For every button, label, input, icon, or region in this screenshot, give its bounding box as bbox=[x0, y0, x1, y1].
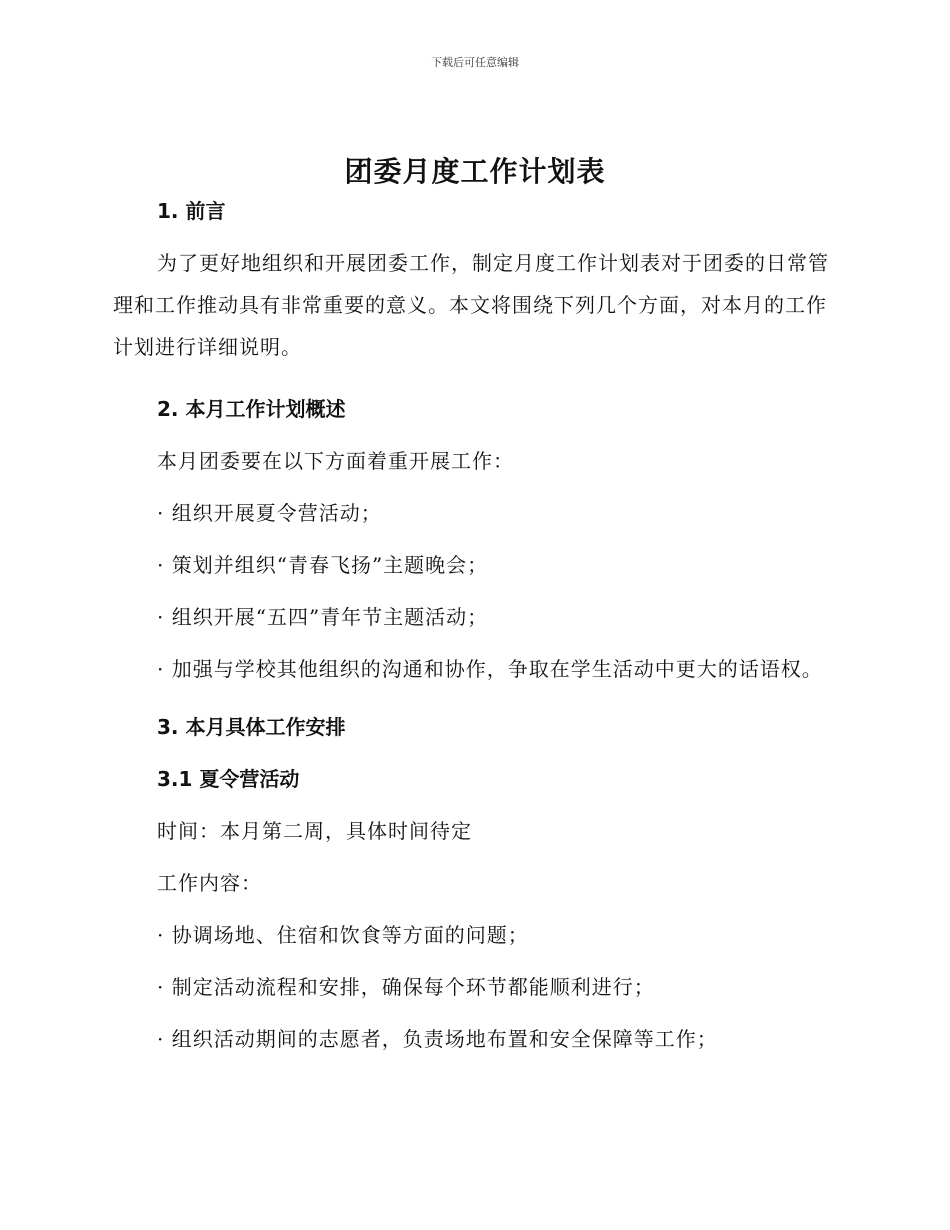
summer-camp-item: · 协调场地、住宿和饮食等方面的问题； bbox=[157, 923, 529, 947]
summer-camp-content-label: 工作内容： bbox=[157, 871, 262, 895]
document-body bbox=[113, 196, 833, 1054]
summer-camp-item: · 组织活动期间的志愿者，负责场地布置和安全保障等工作； bbox=[157, 1027, 718, 1051]
section-heading-overview: 2. 本月工作计划概述 bbox=[157, 397, 346, 421]
summer-camp-time: 时间：本月第二周，具体时间待定 bbox=[157, 819, 472, 843]
document-title: 团委月度工作计划表 bbox=[344, 155, 606, 188]
summer-camp-item: · 制定活动流程和安排，确保每个环节都能顺利进行； bbox=[157, 975, 655, 999]
overview-item: · 策划并组织“青春飞扬”主题晚会； bbox=[157, 553, 489, 577]
subsection-heading-summer-camp: 3.1 夏令营活动 bbox=[157, 767, 300, 791]
overview-item: · 组织开展夏令营活动； bbox=[157, 501, 382, 525]
overview-intro: 本月团委要在以下方面着重开展工作： bbox=[157, 449, 514, 473]
overview-item: · 组织开展“五四”青年节主题活动； bbox=[157, 605, 489, 629]
section-heading-preface: 1. 前言 bbox=[157, 199, 226, 223]
overview-item: · 加强与学校其他组织的沟通和协作，争取在学生活动中更大的话语权。 bbox=[157, 657, 823, 681]
preface-paragraph: 为了更好地组织和开展团委工作，制定月度工作计划表对于团委的日常管理和工作推动具有非常重要的意义。本文将围绕下列几个方面，对本月的工作计划进行详细说明。 bbox=[113, 251, 829, 359]
header-note: 下载后可任意编辑 bbox=[431, 56, 519, 69]
section-heading-schedule: 3. 本月具体工作安排 bbox=[157, 715, 346, 739]
